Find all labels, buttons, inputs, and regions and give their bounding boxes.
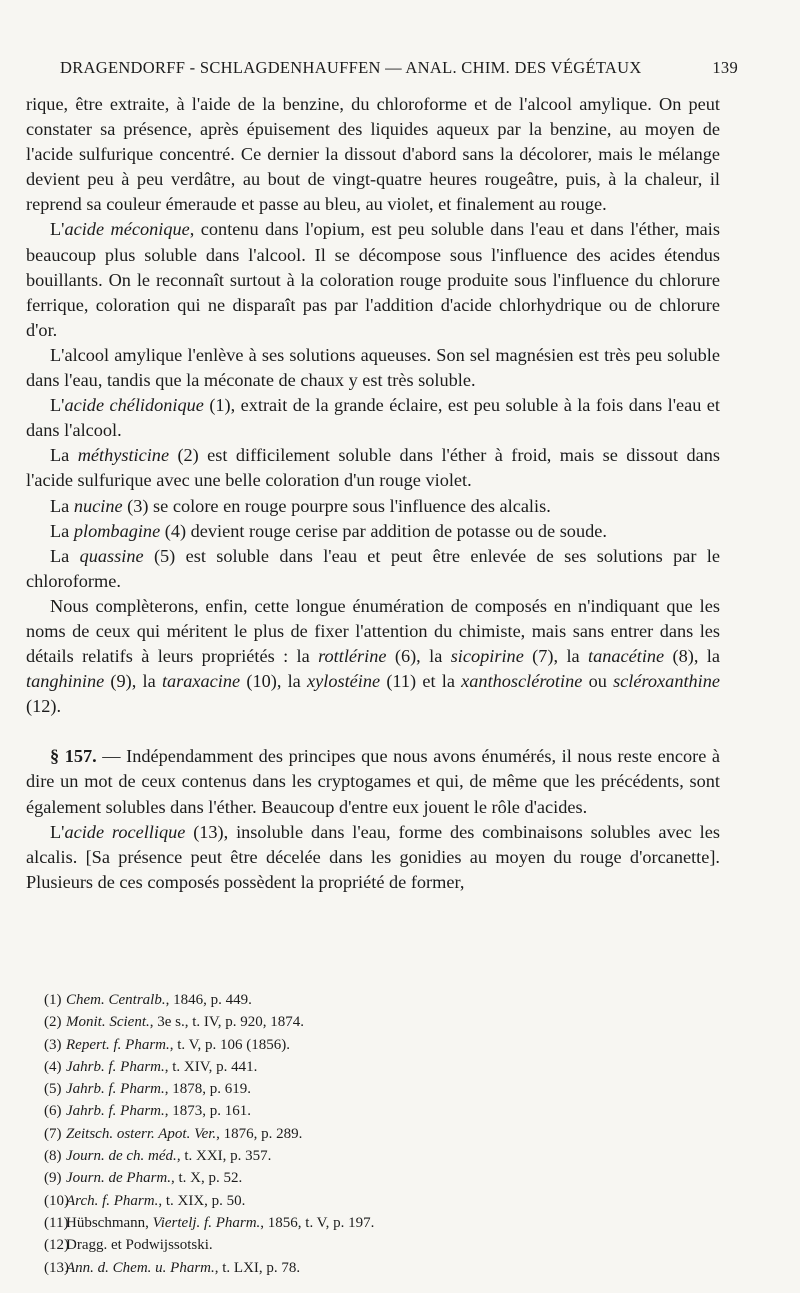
footnote	[44, 1100, 704, 1122]
footnote-ref: , 1873, p. 161.	[164, 1103, 251, 1120]
footnote	[44, 1011, 704, 1033]
footnote-source: Journ. de Pharm.	[66, 1170, 171, 1187]
footnote-number: (4)	[44, 1058, 62, 1075]
footnote-ref: , t. V, p. 106 (1856).	[169, 1036, 291, 1053]
footnote-source: Monit. Scient.	[66, 1014, 150, 1031]
italic-term: taraxacine	[161, 671, 241, 692]
text-run: (3) se colore en rouge pourpre sous l'influence des alcalis.	[122, 495, 551, 516]
italic-term: acide rocellique	[64, 821, 186, 842]
footnote-number: (13)	[44, 1259, 69, 1276]
text-run: (4) devient rouge cerise par addition de potasse ou de soude.	[160, 520, 607, 541]
header-title: DRAGENDORFF - SCHLAGDENHAUFFEN — ANAL. CHIM. DES VÉGÉTAUX	[60, 58, 642, 77]
footnote	[44, 1078, 704, 1100]
text-run: (9), la	[104, 671, 162, 692]
section-paragraph	[26, 744, 720, 819]
footnote	[44, 1145, 704, 1167]
footnote-number: (11)	[44, 1214, 69, 1231]
italic-term: acide méconique	[64, 219, 190, 240]
footnote-ref: , 3e s., t. IV, p. 920, 1874.	[149, 1014, 305, 1031]
italic-term: scléroxanthine	[613, 671, 721, 692]
italic-term: plombagine	[73, 520, 161, 541]
footnote-number: (12)	[44, 1237, 69, 1254]
footnote	[44, 1167, 704, 1189]
italic-term: tanacétine	[588, 646, 665, 667]
footnote	[44, 1234, 704, 1256]
italic-term: acide chélidonique	[64, 395, 204, 416]
footnote-source: Arch. f. Pharm.	[66, 1192, 159, 1209]
paragraph	[26, 494, 720, 519]
paragraph	[26, 519, 720, 544]
footnote-number: (8)	[44, 1148, 62, 1165]
footnote-number: (9)	[44, 1170, 62, 1187]
paragraph	[26, 92, 720, 217]
text-run: (10), la	[240, 671, 308, 692]
footnote-source: Jahrb. f. Pharm.	[66, 1081, 165, 1098]
footnote-source: Zeitsch. osterr. Apot. Ver.	[66, 1125, 217, 1142]
footnote-ref: , t. XXI, p. 357.	[176, 1148, 272, 1165]
text-run: , contenu dans l'opium, est peu soluble dans l'eau et dans l'éther, mais beaucoup plus soluble dans l'alcool. Il se décompose sous l'influence des acides étendus bouillants. On le reconnaît surtout à la coloration rouge produite sous l'influence du chlorure ferrique, coloration qui ne disparaît pas par l'addition d'acide chlorhydrique ou de chlorure d'or.	[26, 219, 720, 340]
italic-term: quassine	[79, 545, 144, 566]
text-run: (6), la	[386, 646, 451, 667]
paragraph	[26, 544, 720, 594]
text-run: (2) est difficilement soluble dans l'éther à froid, mais se dissout dans l'acide sulfurique avec une belle coloration d'un rouge violet.	[26, 445, 721, 491]
paragraph	[26, 217, 720, 342]
footnote-ref: , 1856, t. V, p. 197.	[260, 1214, 375, 1231]
body-text	[26, 92, 720, 895]
footnote-number: (7)	[44, 1125, 62, 1142]
footnote-source: Chem. Centralb.	[66, 992, 166, 1008]
footnote-ref: , t. XIV, p. 441.	[164, 1058, 258, 1075]
running-header	[60, 58, 738, 88]
footnote-source: Viertelj. f. Pharm.	[152, 1214, 261, 1231]
footnote-number: (6)	[44, 1103, 62, 1120]
italic-term: tanghinine	[26, 671, 105, 692]
paragraph	[26, 393, 720, 443]
footnote	[44, 989, 704, 1011]
footnote	[44, 1123, 704, 1145]
section-number: § 157.	[50, 746, 97, 767]
text-run: rique, être extraite, à l'aide de la benzine, du chloroforme et de l'alcool amylique. On peut constater sa présence, après épuisement des liquides aqueux par la benzine, au moyen de l'acide sulfurique concentré. Ce dernier la dissout d'abord sans la décolorer, mais le mélange devient peu à peu verdâtre, au bout de vingt-quatre heures rougeâtre, puis, à la chaleur, il reprend sa couleur émeraude et passe au bleu, au violet, et finalement au rouge.	[26, 94, 720, 215]
text-run: Nous complèterons, enfin, cette longue énumération de composés en n'indiquant que les noms de ceux qui méritent le plus de fixer l'attention du chimiste, mais sans entrer dans les détails relatifs à leurs propriétés : la	[26, 595, 720, 667]
text-run: (13), insoluble dans l'eau, forme des combinaisons solubles avec les alcalis. [Sa présence peut être décelée dans les gonidies au moyen du rouge d'orcanette]. Plusieurs de ces composés possèdent la propriété de former,	[26, 821, 720, 892]
text-run: (7), la	[523, 646, 589, 667]
text-run: L'alcool amylique l'enlève à ses solutions aqueuses. Son sel magnésien est très peu soluble dans l'eau, tandis que la méconate de chaux y est très soluble.	[26, 344, 720, 391]
text-run: L'	[50, 821, 65, 842]
footnote-source: Repert. f. Pharm.	[66, 1036, 170, 1053]
footnote-author: Dragg. et Podwijssotski.	[66, 1237, 213, 1254]
text-run: La	[50, 545, 80, 566]
footnote-number: (2)	[44, 1014, 62, 1031]
footnotes	[44, 989, 704, 1279]
footnote-author: Hübschmann,	[66, 1214, 153, 1231]
footnote-ref: , t. X, p. 52.	[171, 1170, 243, 1187]
text-run: La	[50, 445, 78, 466]
page-number: 139	[712, 58, 738, 77]
text-run: (5) est soluble dans l'eau et peut être enlevée de ses solutions par le chloroforme.	[26, 545, 720, 591]
text-run: La	[50, 495, 74, 516]
text-run: (8), la	[664, 646, 720, 667]
footnote	[44, 1034, 704, 1056]
footnote	[44, 1056, 704, 1078]
text-run: (1), extrait de la grande éclaire, est peu soluble à la fois dans l'eau et dans l'alcool.	[26, 395, 720, 441]
italic-term: nucine	[73, 495, 123, 516]
footnote-ref: , t. XIX, p. 50.	[158, 1192, 246, 1209]
text-run: — Indépendamment des principes que nous avons énumérés, il nous reste encore à dire un mot de ceux contenus dans les cryptogames et qui, de même que les précédents, sont également solubles dans l'éther. Beaucoup d'entre eux jouent le rôle d'acides.	[26, 746, 720, 817]
footnote-ref: , 1846, p. 449.	[165, 992, 252, 1008]
text-run: ou	[582, 671, 614, 692]
paragraph	[26, 343, 720, 393]
footnote-ref: , t. LXI, p. 78.	[214, 1259, 301, 1276]
footnote-source: Ann. d. Chem. u. Pharm.	[66, 1259, 215, 1276]
text-run: (11) et la	[380, 671, 462, 692]
italic-term: xanthosclérotine	[461, 671, 583, 692]
paragraph	[26, 820, 720, 895]
text-run: (12).	[26, 696, 62, 717]
footnote	[44, 1257, 704, 1279]
italic-term: xylostéine	[307, 671, 381, 692]
footnote-source: Jahrb. f. Pharm.	[66, 1103, 165, 1120]
footnote	[44, 1190, 704, 1212]
footnote-source: Journ. de ch. méd.	[66, 1148, 177, 1165]
footnote-source: Jahrb. f. Pharm.	[66, 1058, 165, 1075]
footnote-ref: , 1878, p. 619.	[164, 1081, 251, 1098]
footnote-number: (10)	[44, 1192, 69, 1209]
paragraph	[26, 443, 720, 493]
italic-term: rottlérine	[318, 646, 387, 667]
italic-term: sicopirine	[450, 646, 524, 667]
footnote-ref: , 1876, p. 289.	[216, 1125, 303, 1142]
italic-term: méthysticine	[77, 445, 170, 466]
text-run: L'	[50, 395, 65, 416]
text-run: L'	[50, 219, 65, 240]
footnote-number: (3)	[44, 1036, 62, 1053]
text-run: La	[50, 520, 74, 541]
paragraph	[26, 594, 720, 719]
footnote-number: (5)	[44, 1081, 62, 1098]
footnote	[44, 1212, 704, 1234]
footnote-number: (1)	[44, 992, 62, 1008]
